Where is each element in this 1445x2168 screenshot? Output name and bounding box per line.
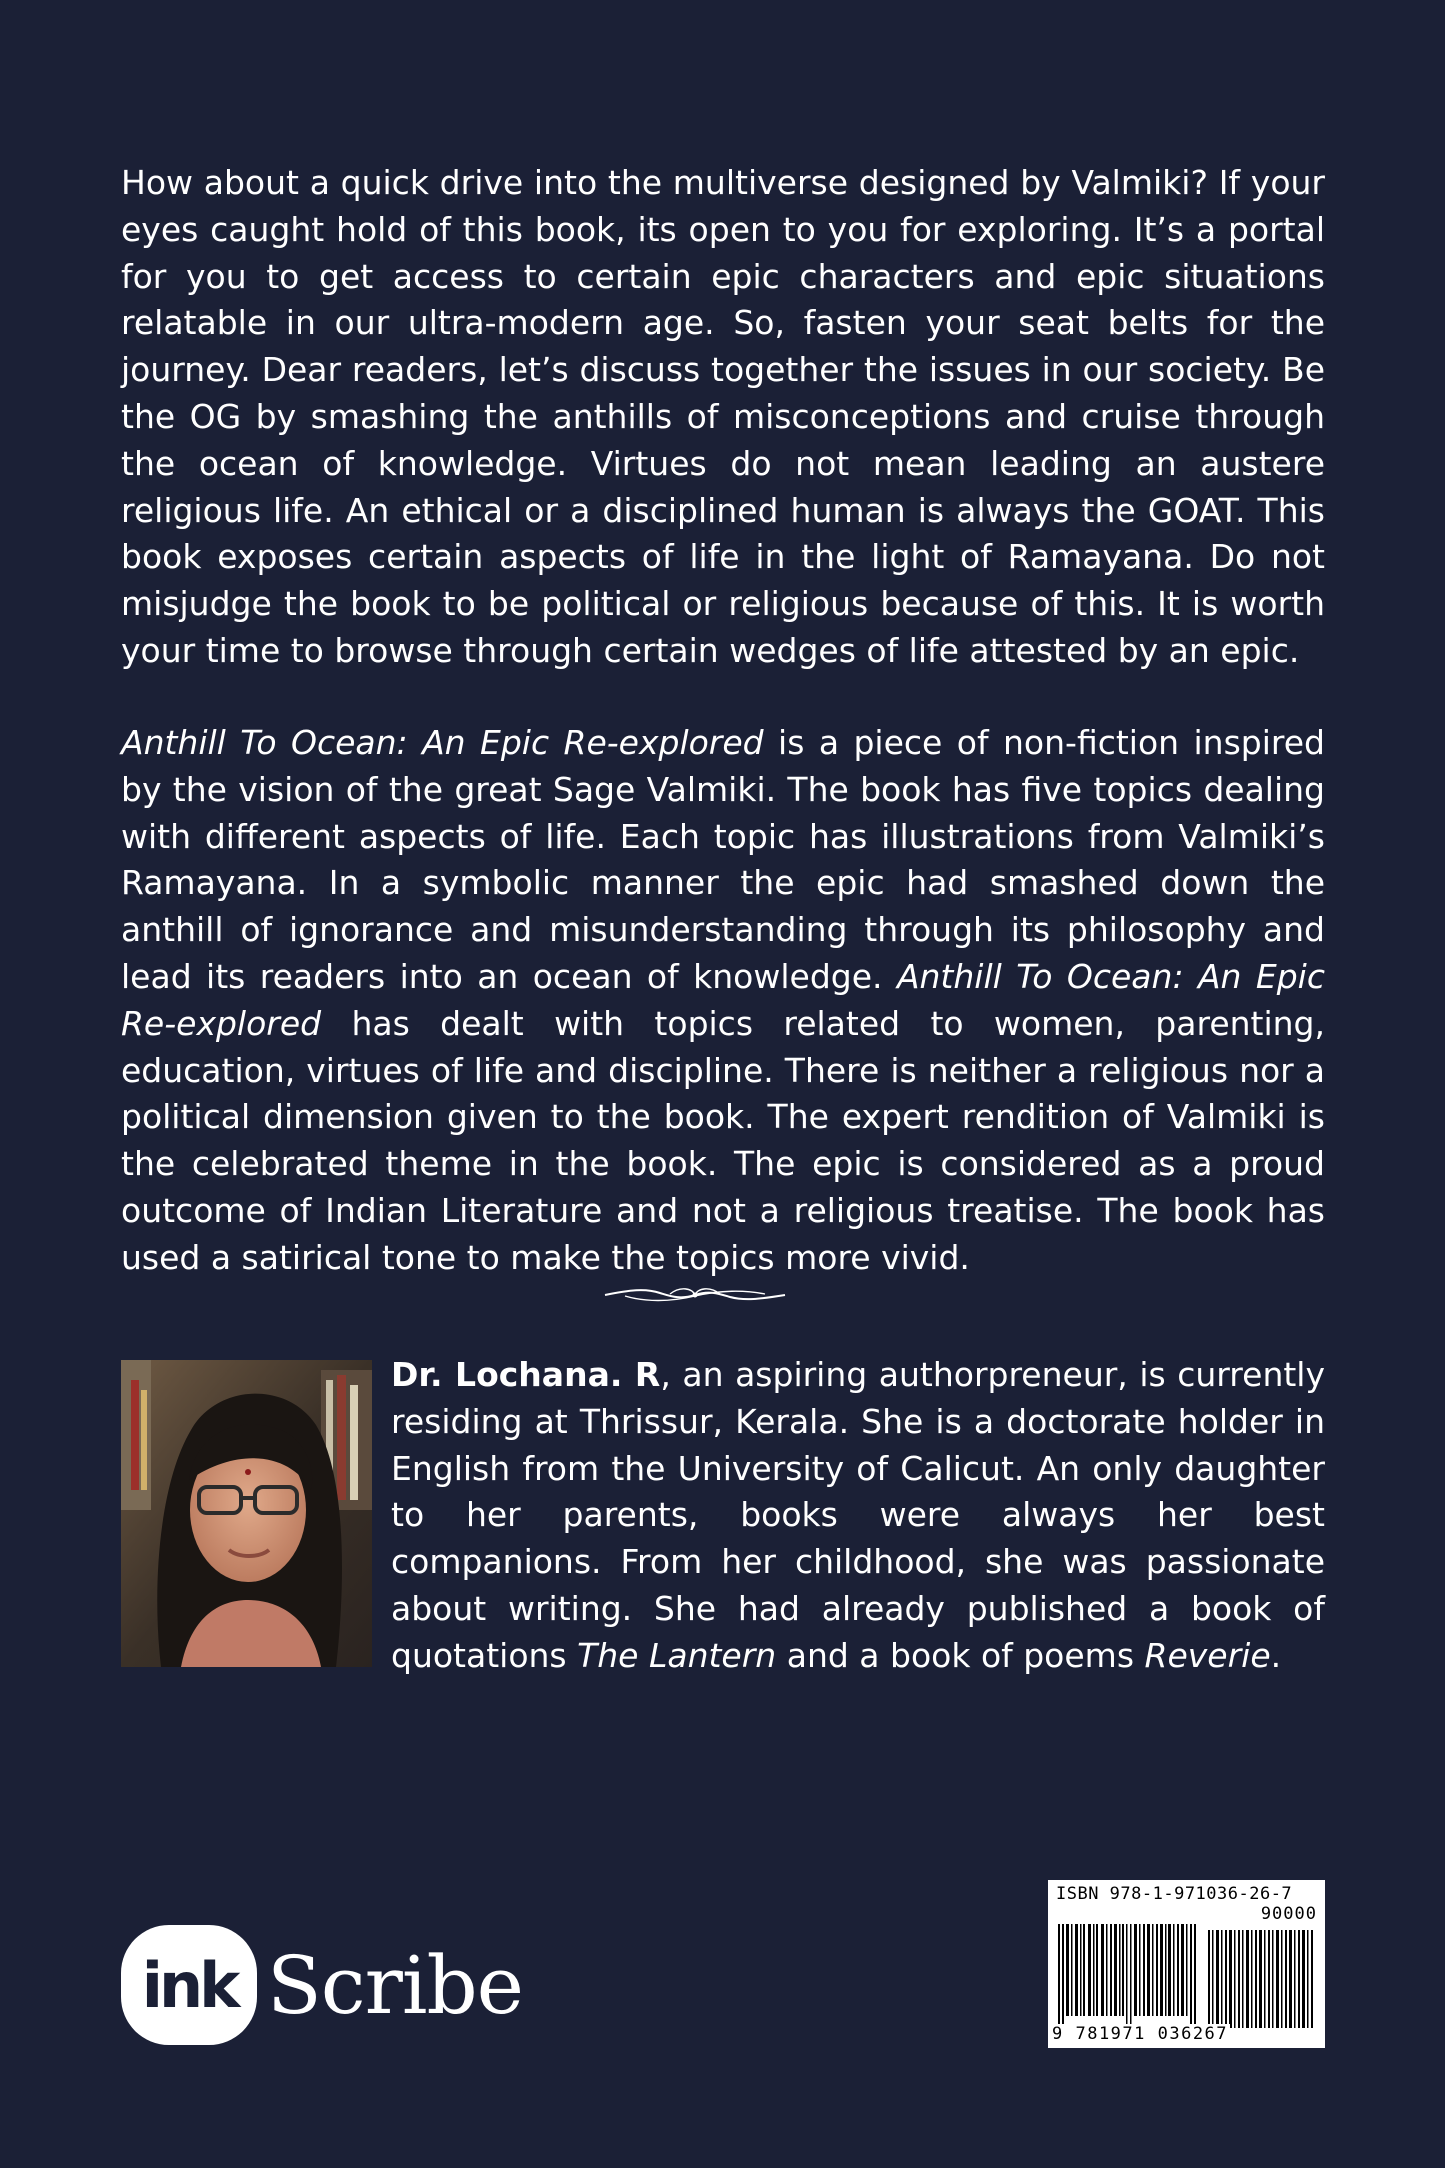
author-name: Dr. Lochana. R xyxy=(391,1355,661,1394)
ean-digits: 9 781971 036267 xyxy=(1052,2024,1229,2044)
blurb-paragraph-1: How about a quick drive into the multiverse designed by Valmiki? If your eyes caught hold of this book, its open to you for exploring. It’s a portal for you to get access to certain epic characters and epic situations relatable in our ultra-modern age. So, fasten your seat belts for the journey. Dear readers, let’s discuss together the issues in our society. Be the OG by smashing the anthills of misconceptions and cruise through the ocean of knowledge. Virtues do not mean leading an austere religious life. An ethical or a disciplined human is always the GOAT. This book exposes certain aspects of life in the light of Ramayana. Do not misjudge the book to be political or religious because of this. It is worth your time to browse through certain wedges of life attested by an epic. xyxy=(121,163,1325,670)
author-bio xyxy=(391,1352,1325,1680)
book-reverie: Reverie xyxy=(1144,1635,1271,1675)
isbn-addon: 90000 xyxy=(1260,1904,1317,1924)
author-photo xyxy=(121,1360,372,1667)
blurb-paragraph-2-part-2: has dealt with topics related to women, parenting, education, virtues of life and discipline. There is neither a religious nor a political dimension given to the book. The expert rendition of Valmiki is the celebrated theme in the book. The epic is considered as a proud outcome of Indian Literature and not a religious treatise. The book has used a satirical tone to make the topics more vivid. xyxy=(121,1003,1325,1277)
publisher-logo xyxy=(121,1925,523,2045)
publisher-wordmark: Scribe xyxy=(267,1938,523,2032)
blurb-paragraph-2 xyxy=(121,720,1325,1282)
ink-badge-icon: ink xyxy=(121,1925,257,2045)
ornament-divider-icon xyxy=(600,1280,790,1310)
book-title-italic: Anthill To Ocean: An Epic Re-explored xyxy=(121,723,764,762)
book-title-italic-2: Anthill To Ocean: An Epic Re-explored xyxy=(121,956,1325,1043)
blurb-paragraph-2-part-1: is a piece of non-fiction inspired by the vision of the great Sage Valmiki. The book has five topics dealing with different aspects of life. Each topic has illustrations from Valmiki’s Ramayana. In a symbolic manner the epic had smashed down the anthill of ignorance and misunderstanding through its philosophy and lead its readers into an ocean of knowledge. xyxy=(121,723,1325,996)
book-the-lantern: The Lantern xyxy=(577,1635,777,1675)
author-bio-end: . xyxy=(1270,1635,1282,1675)
author-bio-part-1: , an aspiring authorpreneur, is currently residing at Thrissur, Kerala. She is a doctorate holder in English from the University of Calicut. An only daughter to her parents, books were always her best companions. From her childhood, she was passionate about writing. She had already published a book of quotations xyxy=(391,1355,1325,1675)
isbn-number: ISBN 978-1-971036-26-7 xyxy=(1056,1884,1293,1904)
isbn-barcode xyxy=(1048,1880,1325,2048)
author-bio-part-2: and a book of poems xyxy=(776,1635,1145,1675)
